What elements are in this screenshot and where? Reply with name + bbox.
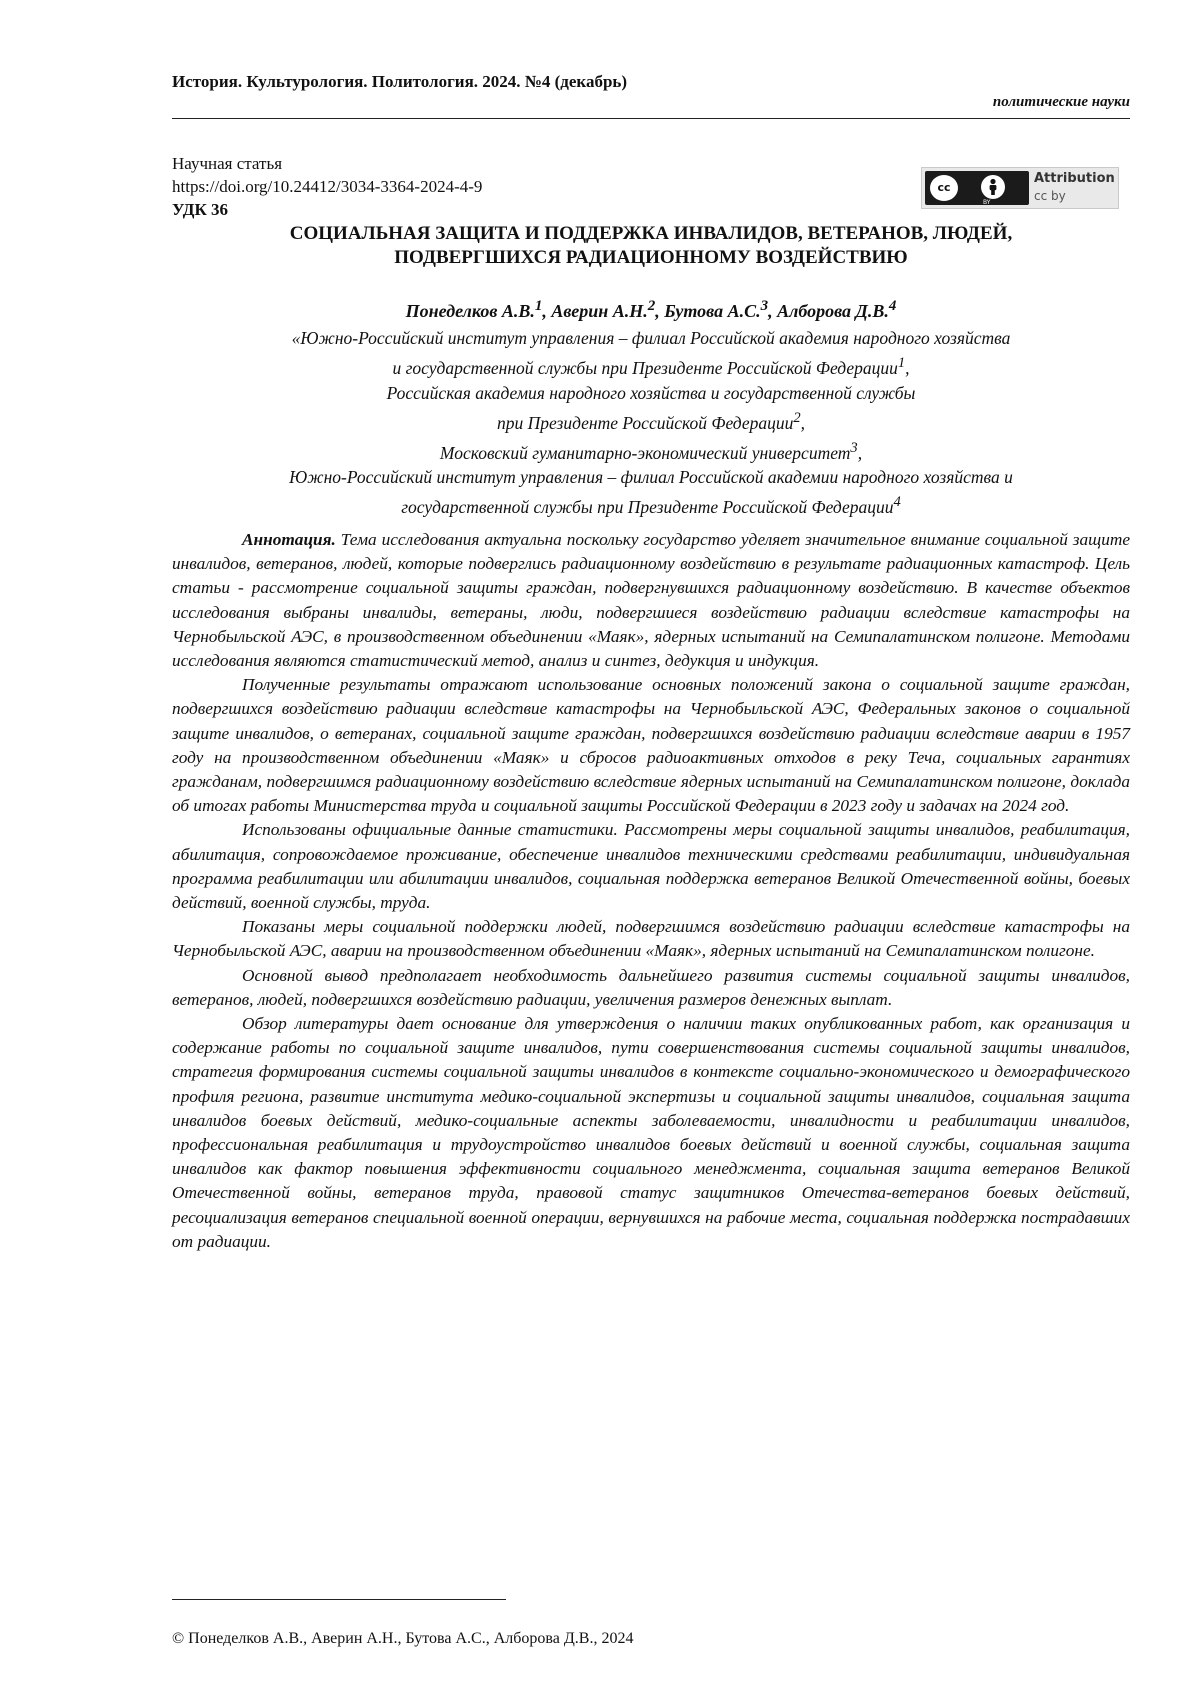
abstract-paragraph: Показаны меры социальной поддержки людей, подвергшимся воздействию радиации вследствие катастрофы на Чернобыльской АЭС, аварии на производственном объединении «Маяк», ядерных испытаний на Семипалатинском полигоне.: [172, 917, 1130, 961]
author-name: Бутова А.С.: [664, 301, 761, 321]
abstract-paragraph: Основной вывод предполагает необходимость дальнейшего развития системы социальной защиты инвалидов, ветеранов, людей, подвергшихся воздействию радиации, увеличения размеров денежных выплат.: [172, 965, 1130, 1009]
author-name: Аверин А.Н.: [551, 301, 648, 321]
article-type: Научная статья: [172, 154, 283, 173]
footnote-rule: [172, 1599, 506, 1600]
abstract-paragraph: Полученные результаты отражают использование основных положений закона о социальной защите граждан, подвергшихся воздействию радиации вследствие катастрофы на Чернобыльской АЭС, Федеральных законов о социальной защите инвалидов, о ветеранах, социальной защите граждан, подвергшихся воздействию радиации вследствие аварии в 1957 году на производственном объединении «Маяк» и сбросов радиоактивных отходов в реку Теча, социальных гарантиях гражданам, подвергшимся радиационному воздействию вследствие ядерных испытаний на Семипалатинском полигоне, доклада об итогах работы Министерства труда и социальной защиты Российской Федерации в 2023 году и задачах на 2024 год.: [172, 675, 1130, 816]
license-attribution-label: Attribution: [1034, 171, 1115, 186]
author-sup: 2: [647, 298, 656, 314]
abstract-paragraph: Аннотация. Тема исследования актуальна поскольку государство уделяет значительное внимание социальной защите инвалидов, ветеранов, людей, которые подверглись радиационному воздействию в результате радиационных катастроф. Цель статьи - рассмотрение социальной защиты граждан, подвергнувшихся радиационному воздействию. В качестве объектов исследования выбраны инвалиды, ветераны, люди, подвергшиеся воздействию радиации вследствие катастрофы на Чернобыльской АЭС, в производственном объединении «Маяк», ядерных испытаний на Семипалатинском полигоне. Методами исследования являются статистический метод, анализ и синтез, дедукция и индукция.: [172, 530, 1130, 671]
cc-icon: cc: [930, 175, 958, 201]
author-name: Понеделков А.В.: [405, 301, 535, 321]
cc-icon-block: [925, 171, 1029, 205]
affiliation-line: и государственной службы при Президенте Российской Федерации$^1$,: [392, 355, 910, 378]
author-sup: 1: [534, 298, 543, 314]
license-ccby-label: cc by: [1034, 189, 1066, 203]
title-line-2: ПОДВЕРГШИХСЯ РАДИАЦИОННОМУ ВОЗДЕЙСТВИЮ: [394, 247, 908, 268]
udk-code: УДК 36: [172, 200, 229, 219]
person-icon: [981, 175, 1005, 199]
article-meta: [172, 152, 482, 221]
abstract-label: Аннотация.: [242, 530, 336, 549]
author-sup: 4: [888, 298, 897, 314]
cc-license-badge[interactable]: [921, 167, 1119, 209]
copyright-notice: © Понеделков А.В., Аверин А.Н., Бутова А.С., Алборова Д.В., 2024: [172, 1630, 634, 1647]
cc-by-small-label: BY: [983, 199, 991, 206]
author-name: Алборова Д.В.: [777, 301, 889, 321]
author-sup: 3: [760, 298, 769, 314]
abstract: [172, 528, 1130, 1254]
abstract-paragraph: Обзор литературы дает основание для утверждения о наличии таких опубликованных работ, как организация и содержание работы по социальной защите инвалидов, пути совершенствования системы социальной защиты инвалидов, стратегия формирования системы социальной защиты инвалидов в контексте социально-экономического и демографического профиля региона, развитие института медико-социальной экспертизы и социальной защиты инвалидов, социальная защита инвалидов боевых действий, медико-социальные аспекты заболеваемости, инвалидности и реабилитации инвалидов, профессиональная реабилитация и трудоустройство инвалидов боевых действий и военной службы, социальная защита инвалидов как фактор повышения эффективности социального менеджмента, социальная защита ветеранов Великой Отечественной войны, ветеранов труда, правовой статус защитников Отечества-ветеранов боевых действий, ресоциализация ветеранов специальной военной операции, вернувшихся на рабочие места, социальная поддержка пострадавших от радиации.: [172, 1014, 1130, 1251]
affiliation-line: Российская академия народного хозяйства и государственной службы: [386, 382, 916, 403]
header-rule: [172, 118, 1130, 119]
doi-link[interactable]: https://doi.org/10.24412/3034-3364-2024-4-9: [172, 177, 483, 196]
affiliation-line: государственной службы при Президенте Российской Федерации$^4$: [401, 494, 901, 518]
affiliation-line: Южно-Российский институт управления – филиал Российской академии народного хозяйства и: [289, 467, 1013, 488]
affiliations: [172, 326, 1130, 520]
affiliation-line: Московский гуманитарно-экономический университет$^3$,: [439, 439, 863, 463]
section-name: политические науки: [992, 94, 1130, 110]
article-title: [172, 222, 1130, 270]
affiliation-line: «Южно-Российский институт управления – филиал Российской академия народного хозяйства: [291, 328, 1011, 348]
affiliation-line: при Президенте Российской Федерации$^2$,: [496, 409, 806, 433]
title-line-1: СОЦИАЛЬНАЯ ЗАЩИТА И ПОДДЕРЖКА ИНВАЛИДОВ, ВЕТЕРАНОВ, ЛЮДЕЙ,: [289, 223, 1013, 244]
journal-header: История. Культурология. Политология. 2024. №4 (декабрь): [172, 72, 628, 91]
author-list: Понеделков А.В.$^1$, Аверин А.Н.$^2$, Бутова А.С.$^3$, Алборова Д.В.$^4$: [405, 298, 897, 321]
abstract-paragraph: Использованы официальные данные статистики. Рассмотрены меры социальной защиты инвалидов, реабилитация, абилитация, сопровождаемое проживание, обеспечение инвалидов техническими средствами реабилитации, индивидуальная программа реабилитации или абилитации инвалидов, социальная поддержка ветеранов Великой Отечественной войны, боевых действий, военной службы, труда.: [172, 820, 1130, 913]
